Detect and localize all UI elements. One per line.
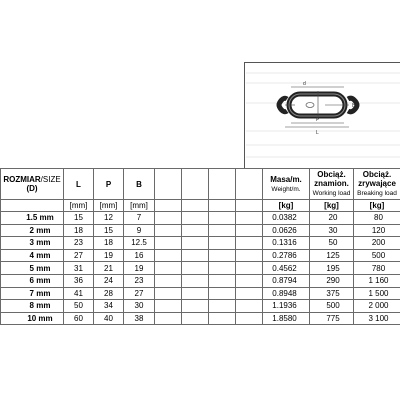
- diagram-label-d: d: [303, 81, 306, 87]
- blank-cell: [155, 287, 182, 300]
- size-cell: 6 mm: [1, 274, 64, 287]
- l-cell: 41: [64, 287, 94, 300]
- blank-cell: [182, 300, 209, 313]
- mass-cell: 1.1936: [263, 300, 310, 313]
- blank-cell: [155, 237, 182, 250]
- unit-l: [mm]: [64, 200, 94, 212]
- blank-cell: [209, 312, 236, 325]
- p-cell: 28: [94, 287, 124, 300]
- p-cell: 24: [94, 274, 124, 287]
- breaking-cell: 500: [354, 249, 400, 262]
- blank-cell: [182, 262, 209, 275]
- breaking-cell: 1 160: [354, 274, 400, 287]
- b-cell: 16: [124, 249, 155, 262]
- mass-cell: 0.8948: [263, 287, 310, 300]
- blank-cell: [182, 274, 209, 287]
- p-cell: 18: [94, 237, 124, 250]
- unit-mass: [kg]: [263, 200, 310, 212]
- breaking-cell: 80: [354, 212, 400, 225]
- l-cell: 50: [64, 300, 94, 313]
- blank-cell: [155, 312, 182, 325]
- size-cell: 1.5 mm: [1, 212, 64, 225]
- l-cell: 15: [64, 212, 94, 225]
- wll-cell: 290: [310, 274, 354, 287]
- blank-unit: [182, 200, 209, 212]
- table-row: [1, 212, 400, 225]
- table-body: [1, 212, 400, 325]
- header-row-units: [1, 200, 400, 212]
- b-cell: 12.5: [124, 237, 155, 250]
- blank-cell: [182, 237, 209, 250]
- wll-cell: 500: [310, 300, 354, 313]
- mass-cell: 0.8794: [263, 274, 310, 287]
- unit-wll: [kg]: [310, 200, 354, 212]
- blank-cell: [209, 249, 236, 262]
- l-cell: 36: [64, 274, 94, 287]
- chain-diagram-panel: [244, 62, 400, 168]
- breaking-cell: 200: [354, 237, 400, 250]
- blank-cell: [209, 262, 236, 275]
- blank-cell: [209, 274, 236, 287]
- col-p-header: P: [94, 169, 124, 200]
- breaking-header: Obciąż. zrywające Breaking load: [354, 169, 400, 200]
- blank-cell: [236, 312, 263, 325]
- b-cell: 38: [124, 312, 155, 325]
- blank-header: [236, 169, 263, 200]
- blank-cell: [182, 249, 209, 262]
- spec-table: [0, 168, 400, 325]
- table-row: [1, 300, 400, 313]
- l-cell: 18: [64, 224, 94, 237]
- mass-cell: 1.8580: [263, 312, 310, 325]
- table-row: [1, 274, 400, 287]
- table-row: [1, 224, 400, 237]
- blank-cell: [209, 224, 236, 237]
- table-row: [1, 287, 400, 300]
- blank-cell: [155, 249, 182, 262]
- breaking-cell: 3 100: [354, 312, 400, 325]
- breaking-cell: 1 500: [354, 287, 400, 300]
- chain-link-diagram: [245, 63, 400, 169]
- wll-cell: 50: [310, 237, 354, 250]
- blank-cell: [209, 212, 236, 225]
- wll-cell: 195: [310, 262, 354, 275]
- blank-cell: [182, 224, 209, 237]
- size-cell: 5 mm: [1, 262, 64, 275]
- mass-cell: 0.0382: [263, 212, 310, 225]
- wll-cell: 375: [310, 287, 354, 300]
- blank-cell: [155, 262, 182, 275]
- size-cell: 4 mm: [1, 249, 64, 262]
- mass-cell: 0.1316: [263, 237, 310, 250]
- col-l-header: L: [64, 169, 94, 200]
- blank-cell: [155, 212, 182, 225]
- unit-breaking: [kg]: [354, 200, 400, 212]
- b-cell: 19: [124, 262, 155, 275]
- blank-unit: [155, 200, 182, 212]
- p-cell: 40: [94, 312, 124, 325]
- blank-cell: [155, 300, 182, 313]
- wll-header: Obciąż. znamion. Working load: [310, 169, 354, 200]
- size-cell: 10 mm: [1, 312, 64, 325]
- blank-header: [155, 169, 182, 200]
- blank-cell: [236, 249, 263, 262]
- wll-cell: 125: [310, 249, 354, 262]
- diagram-label-l: L: [316, 130, 319, 136]
- blank-cell: [155, 224, 182, 237]
- diagram-label-p: P: [316, 117, 320, 123]
- p-cell: 12: [94, 212, 124, 225]
- unit-b: [mm]: [124, 200, 155, 212]
- size-header: ROZMIAR/SIZE (D): [1, 169, 64, 200]
- blank-cell: [209, 237, 236, 250]
- blank-cell: [155, 274, 182, 287]
- b-cell: 7: [124, 212, 155, 225]
- mass-header: Masa/m. Weight/m.: [263, 169, 310, 200]
- diagram-label-b: B: [352, 103, 356, 109]
- blank-unit: [236, 200, 263, 212]
- size-cell: 8 mm: [1, 300, 64, 313]
- size-cell: 3 mm: [1, 237, 64, 250]
- blank-cell: [236, 262, 263, 275]
- blank-cell: [236, 300, 263, 313]
- breaking-cell: 2 000: [354, 300, 400, 313]
- blank-header: [209, 169, 236, 200]
- blank-cell: [182, 312, 209, 325]
- table-row: [1, 262, 400, 275]
- blank-cell: [236, 287, 263, 300]
- blank-cell: [236, 212, 263, 225]
- blank-header: [182, 169, 209, 200]
- breaking-cell: 780: [354, 262, 400, 275]
- mass-cell: 0.4562: [263, 262, 310, 275]
- b-cell: 27: [124, 287, 155, 300]
- l-cell: 23: [64, 237, 94, 250]
- blank-cell: [236, 274, 263, 287]
- blank-cell: [236, 224, 263, 237]
- table-row: [1, 312, 400, 325]
- l-cell: 31: [64, 262, 94, 275]
- mass-cell: 0.2786: [263, 249, 310, 262]
- size-cell: 7 mm: [1, 287, 64, 300]
- size-cell: 2 mm: [1, 224, 64, 237]
- table-row: [1, 237, 400, 250]
- blank-unit: [1, 200, 64, 212]
- blank-cell: [182, 287, 209, 300]
- blank-cell: [209, 300, 236, 313]
- table-row: [1, 249, 400, 262]
- unit-p: [mm]: [94, 200, 124, 212]
- wll-cell: 20: [310, 212, 354, 225]
- b-cell: 23: [124, 274, 155, 287]
- blank-cell: [236, 237, 263, 250]
- col-b-header: B: [124, 169, 155, 200]
- breaking-cell: 120: [354, 224, 400, 237]
- blank-unit: [209, 200, 236, 212]
- blank-cell: [209, 287, 236, 300]
- wll-cell: 775: [310, 312, 354, 325]
- p-cell: 19: [94, 249, 124, 262]
- wll-cell: 30: [310, 224, 354, 237]
- p-cell: 21: [94, 262, 124, 275]
- b-cell: 30: [124, 300, 155, 313]
- l-cell: 60: [64, 312, 94, 325]
- p-cell: 34: [94, 300, 124, 313]
- blank-cell: [182, 212, 209, 225]
- l-cell: 27: [64, 249, 94, 262]
- header-row-top: [1, 169, 400, 200]
- mass-cell: 0.0626: [263, 224, 310, 237]
- p-cell: 15: [94, 224, 124, 237]
- b-cell: 9: [124, 224, 155, 237]
